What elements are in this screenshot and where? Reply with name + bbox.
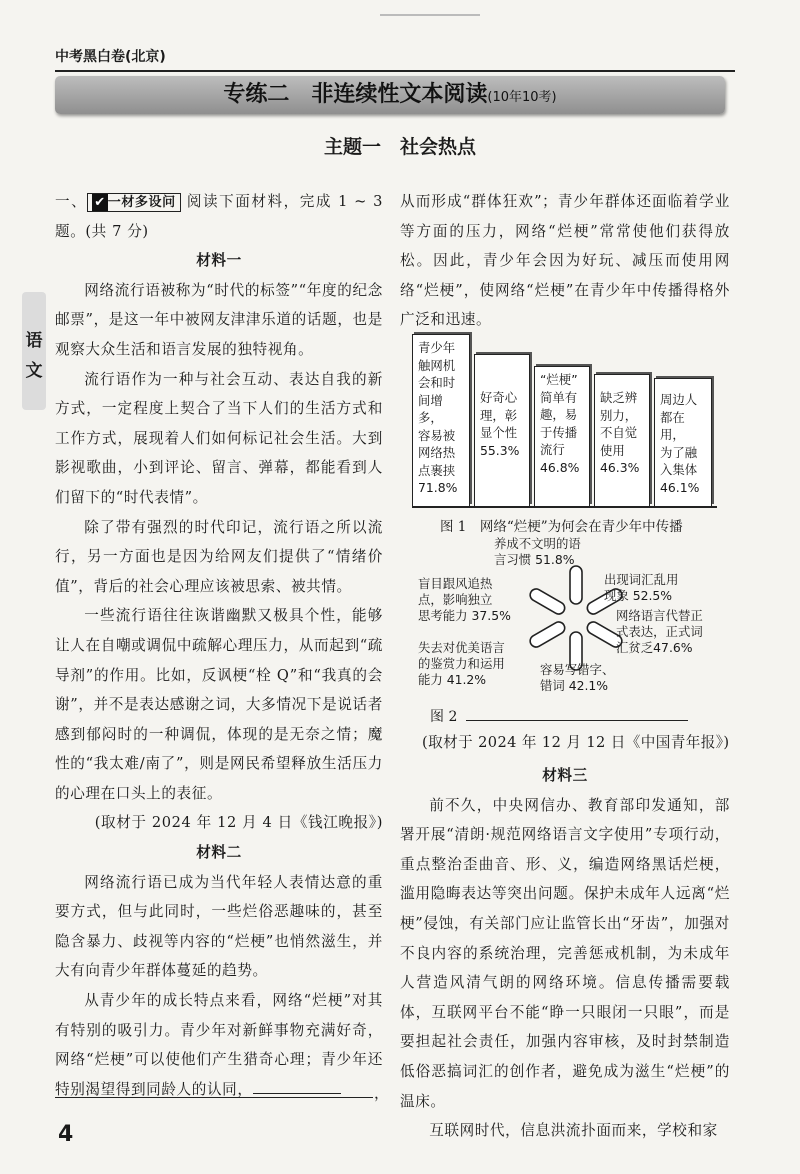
paragraph: 一些流行语往往诙谐幽默又极具个性，能够让人在自嘲或调侃中疏解心理压力，从而起到“疏导剂”的作用。比如，反讽梗“栓 Q”和“我真的会谢”，并不是表达感谢之词，大多情况下是说话者感到郁闷时的一种调侃，体现的是无奈之情；魔性的“我太难/南了”，则是网民希望释放生活压力的心理在口头上的表征。: [55, 607, 383, 802]
paragraph: 前不久，中央网信办、教育部印发通知，部署开展“清朗·规范网络语言文字使用”专项行动，重点整治歪曲音、形、义，编造网络黑话烂梗，滥用隐晦表达等突出问题。保护未成年人远离“烂梗”侵蚀，有关部门应让监管长出“牙齿”，加强对不良内容的系统治理，完善惩戒机制，为未成年人营造风清气朗的网络环境。信息传播需要载体，互联网平台不能“睁一只眼闭一只眼”，而是要担起社会责任，加强内容审核，及时封禁制造低俗恶搞词汇的创作者，避免成为滋生“烂梗”的温床。: [400, 796, 730, 1110]
figure2-label: 养成不文明的语 言习惯 51.8%: [494, 536, 581, 567]
bar-value: 46.3%: [600, 460, 640, 475]
figure2-label: 网络语言代替正 式表达，正式词 汇贫乏47.6%: [616, 608, 703, 655]
answer-blank-line[interactable]: [55, 1097, 373, 1098]
figure2-label: 出现词汇乱用 现象 52.5%: [604, 572, 679, 603]
right-column: [400, 187, 730, 335]
topic-title: 主题一 社会热点: [323, 136, 476, 158]
top-decoration-line: [380, 14, 480, 16]
bar-value: 55.3%: [480, 442, 520, 458]
figure1-bar: “烂梗” 简单有 趣，易 于传播 流行 46.8%: [534, 366, 590, 506]
paragraph: 除了带有强烈的时代印记，流行语之所以流行，另一方面也是因为给网友们提供了“情绪价值”，背后的社会心理应该被思索、被共情。: [55, 518, 383, 595]
check-icon: ✔: [94, 195, 106, 210]
question-number: 一、: [55, 193, 88, 210]
figure1-bar-chart: [412, 330, 712, 506]
book-title: 中考黑白卷(北京): [55, 49, 166, 65]
side-tab-char: 文: [25, 361, 43, 381]
figure2-label: 失去对优美语言 的鉴赏力和运用 能力 41.2%: [418, 640, 505, 687]
instruction-text: 阅读下面材料，完成 1 ~ 3 题。(共 7 分): [55, 193, 384, 240]
paragraph: 流行语作为一种与社会互动、表达自我的新方式，一定程度上契合了当下人们的生活方式和工作方式，展现着人们如何标记社会生活。大到影视歌曲，小到评论、留言、弹幕，都能看到人们留下的“时代表情”。: [55, 370, 383, 506]
section-title: 专练二 非连续性文本阅读: [223, 82, 488, 107]
paragraph: 从而形成“群体狂欢”；青少年群体还面临着学业等方面的压力，网络“烂梗”常常使他们获得放松。因此，青少年会因为好玩、减压而使用网络“烂梗”，使网络“烂梗”在青少年中传播得格外广泛和迅速。: [400, 193, 730, 329]
paragraph: 网络流行语已成为当代年轻人表情达意的重要方式，但与此同时，一些烂俗恶趣味的，甚至隐含暴力、歧视等内容的“烂梗”也悄然滋生，并大有向青少年群体蔓延的趋势。: [55, 873, 383, 980]
material-title: 材料二: [196, 844, 242, 862]
figure2-label: 盲目跟风追热 点，影响独立 思考能力 37.5%: [418, 576, 511, 623]
source-citation: (取材于 2024 年 12 月 4 日《钱江晚报》): [94, 814, 383, 832]
figure1-bar: 好奇心 理，彰 显个性 55.3%: [474, 354, 530, 506]
paragraph: 网络流行语被称为“时代的标签”“年度的纪念邮票”，是这一年中被网友津津乐道的话题，也是观察大众生活和语言发展的独特视角。: [55, 281, 383, 358]
figure2-diagram: [418, 536, 728, 696]
header-divider: [55, 70, 735, 72]
bar-value: 46.1%: [660, 479, 700, 495]
material3-block: [400, 761, 730, 1146]
figure1-baseline: [412, 506, 717, 508]
figure1-bar: 周边人 都在用， 为了融 入集体 46.1%: [654, 378, 712, 506]
page-number: 4: [58, 1122, 74, 1147]
figure2-caption-blank[interactable]: [466, 720, 688, 721]
question-badge: [87, 193, 181, 212]
bar-value: 71.8%: [418, 480, 458, 495]
figure1-caption: 图 1 网络“烂梗”为何会在青少年中传播: [440, 519, 683, 535]
subject-side-tab: [22, 292, 46, 410]
paragraph: 互联网时代，信息洪流扑面而来，学校和家: [429, 1122, 718, 1140]
figure2-caption: 图 2: [430, 709, 458, 725]
blank-comma: ，: [374, 1084, 390, 1102]
figure1-bar: 缺乏辨 别力， 不自觉 使用 46.3%: [594, 374, 650, 506]
paragraph-text: 从青少年的成长特点来看，网络“烂梗”对其有特别的吸引力。青少年对新鲜事物充满好奇，网络“烂梗”可以使他们产生猎奇心理；青少年还特别渴望得到同龄人的认同，: [55, 992, 383, 1098]
question-instruction: [55, 187, 383, 246]
left-column: [55, 187, 383, 1104]
section-subtitle: (10年10考): [487, 90, 557, 105]
section-banner: [55, 76, 725, 114]
paragraph: [55, 986, 383, 1104]
source-citation: (取材于 2024 年 12 月 12 日《中国青年报》): [422, 734, 730, 751]
answer-blank[interactable]: [253, 1079, 341, 1094]
material-title: 材料三: [542, 767, 588, 784]
material-title: 材料一: [196, 252, 242, 270]
badge-label: 一材多设问: [107, 195, 176, 210]
side-tab-char: 语: [25, 331, 43, 351]
figure1-bar: 青少年 触网机 会和时 间增多， 容易被 网络热 点裹挟 71.8%: [412, 334, 470, 506]
bar-value: 46.8%: [540, 459, 580, 475]
figure2-label: 容易写错字、 错词 42.1%: [540, 662, 615, 693]
